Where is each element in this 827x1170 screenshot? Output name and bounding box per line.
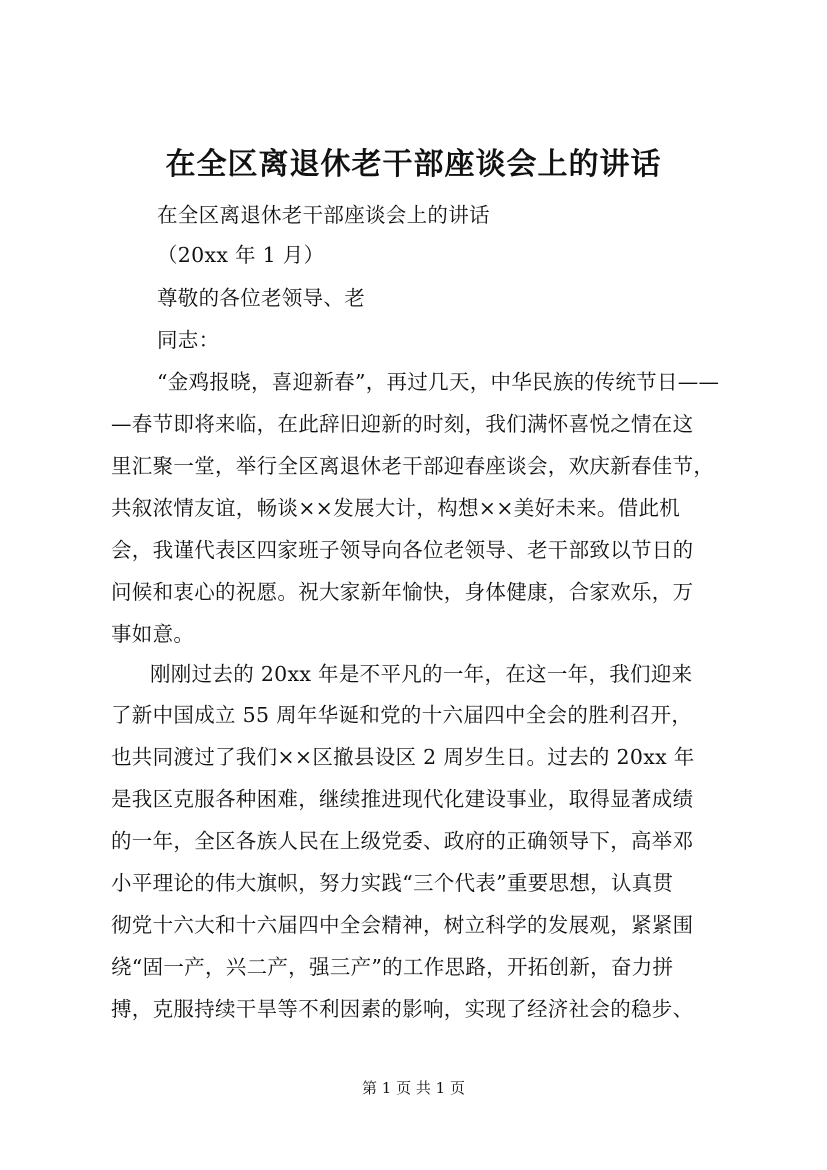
date-line: （20xx 年 1 月）: [157, 243, 325, 267]
paragraph-line: 了新中国成立 55 周年华诞和党的十六届四中全会的胜利召开，: [111, 703, 693, 727]
paragraph-line: 的一年，全区各族人民在上级党委、政府的正确领导下，高举邓: [111, 829, 694, 853]
paragraph-line: 也共同渡过了我们××区撤县设区 2 周岁生日。过去的 20xx 年: [111, 745, 695, 769]
paragraph-line: “金鸡报晓，喜迎新春”，再过几天，中华民族的传统节日——: [157, 370, 720, 394]
paragraph-line: 里汇聚一堂，举行全区离退休老干部迎春座谈会，欢庆新春佳节，: [111, 454, 715, 478]
document-title: 在全区离退休老干部座谈会上的讲话: [165, 147, 662, 182]
paragraph-line: 小平理论的伟大旗帜，努力实践“三个代表”重要思想，认真贯: [111, 871, 674, 895]
subtitle-line: 在全区离退休老干部座谈会上的讲话: [157, 203, 490, 227]
page-number-footer: 第 1 页 共 1 页: [362, 1079, 465, 1097]
paragraph-line: 彻党十六大和十六届四中全会精神，树立科学的发展观，紧紧围: [111, 913, 694, 937]
paragraph-line: 共叙浓情友谊，畅谈××发展大计，构想××美好未来。借此机: [111, 496, 681, 520]
paragraph-line: 会，我谨代表区四家班子领导向各位老领导、老干部致以节日的: [111, 538, 694, 562]
paragraph-line: 绕“固一产，兴二产，强三产”的工作思路，开拓创新，奋力拼: [111, 955, 674, 979]
salutation-line: 同志：: [157, 328, 220, 352]
paragraph-line: 是我区克服各种困难，继续推进现代化建设事业，取得显著成绩: [111, 787, 694, 811]
paragraph-line: —春节即将来临，在此辞旧迎新的时刻，我们满怀喜悦之情在这: [111, 412, 694, 436]
salutation-line: 尊敬的各位老领导、老: [157, 286, 365, 310]
paragraph-line: 刚刚过去的 20xx 年是不平凡的一年，在这一年，我们迎来: [150, 662, 693, 686]
paragraph-line: 搏，克服持续干旱等不利因素的影响，实现了经济社会的稳步、: [111, 997, 694, 1021]
paragraph-line: 事如意。: [111, 622, 195, 646]
paragraph-line: 问候和衷心的祝愿。祝大家新年愉快，身体健康，合家欢乐，万: [111, 580, 694, 604]
